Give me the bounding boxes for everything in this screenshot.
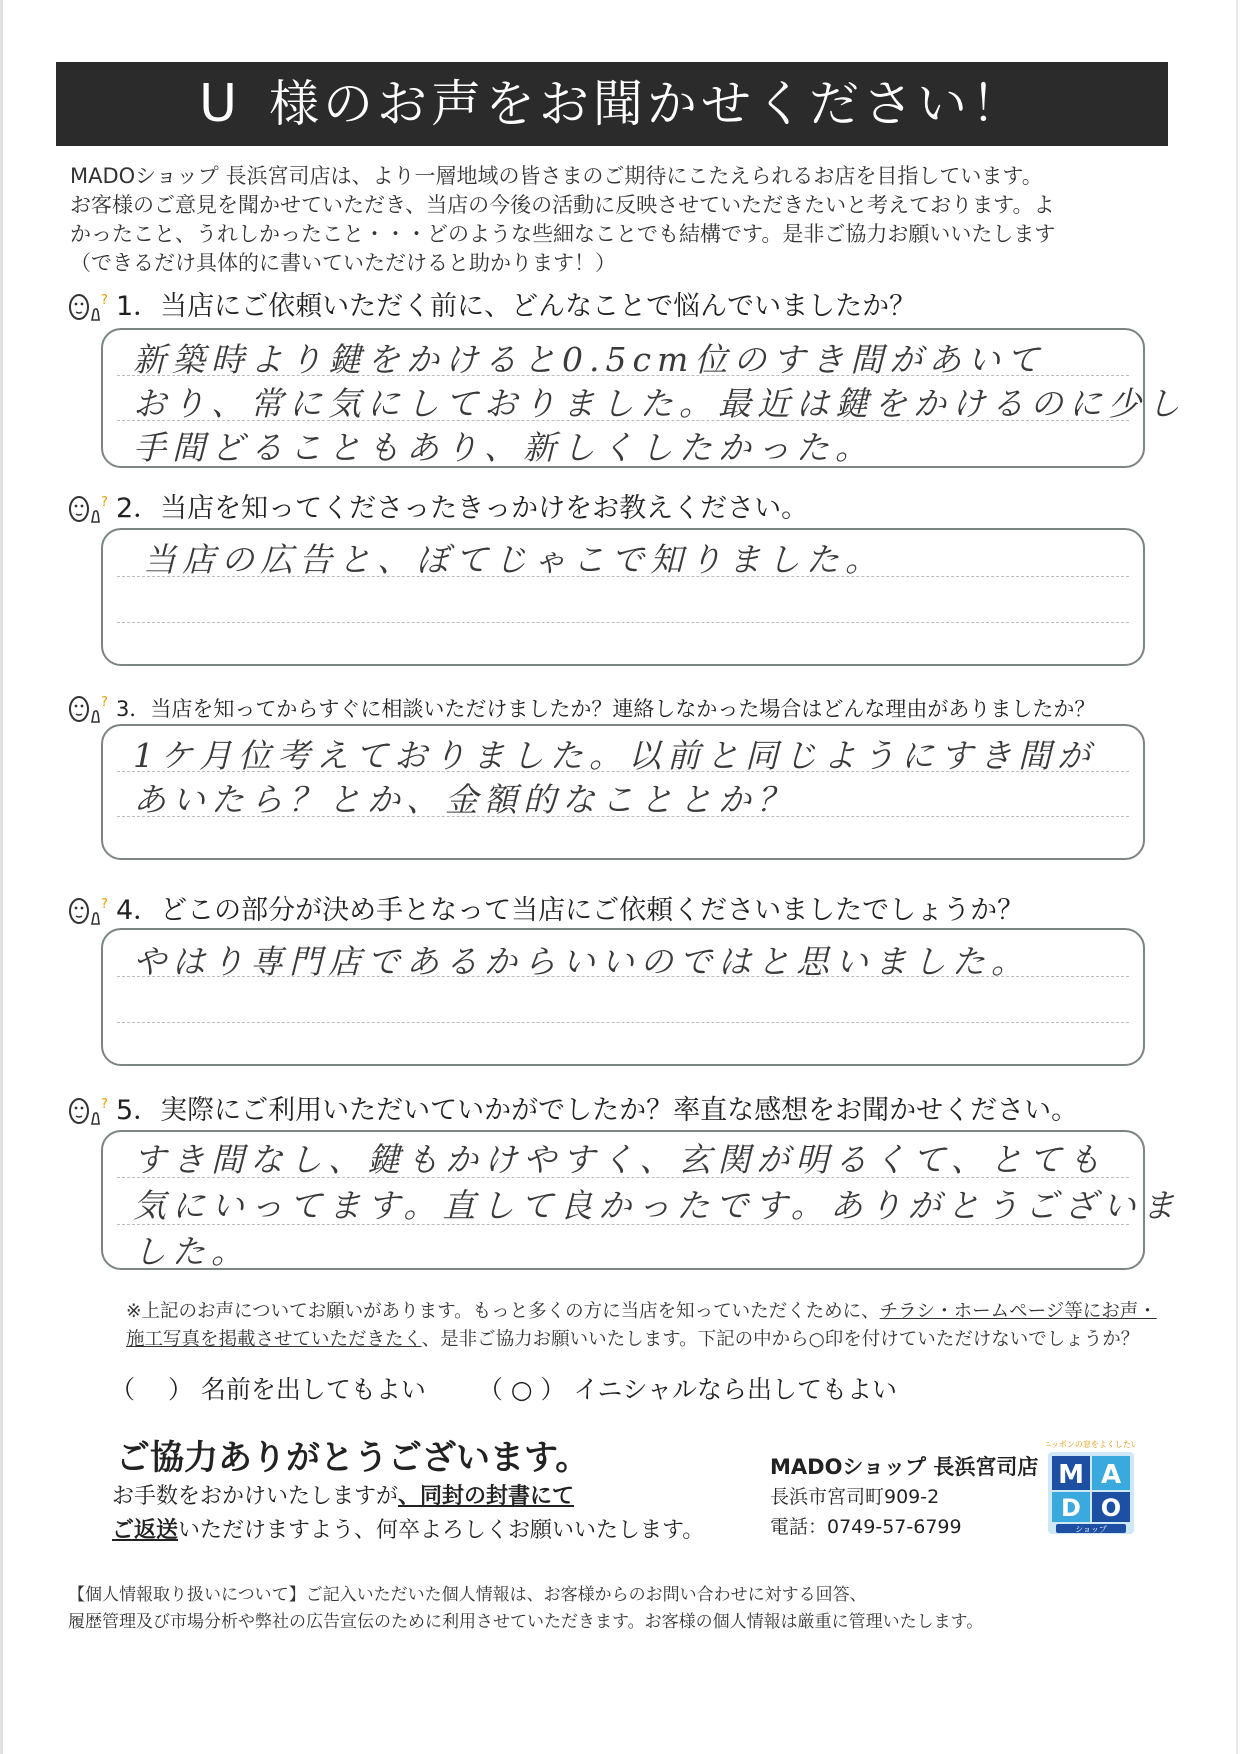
question-4-heading — [66, 894, 1186, 928]
answer-line: 手間どることもあり、新しくしたかった。 — [133, 428, 874, 467]
question-label: 5．実際にご利用いただいていかがでしたか？率直な感想をお聞かせください。 — [116, 1095, 1079, 1126]
intro-line: MADOショップ 長浜宮司店は、より一層地域の皆さまのご期待にこたえられるお店を目指しています。 — [70, 164, 1043, 188]
shop-phone: 電話：0749-57-6799 — [770, 1516, 962, 1538]
question-label: 4．どこの部分が決め手となって当店にご依頼くださいましたでしょうか？ — [116, 895, 1025, 926]
svg-text:?: ? — [101, 897, 108, 912]
thinking-face-icon — [66, 692, 116, 726]
scan-edge-right — [1236, 0, 1238, 1754]
scan-edge-left — [0, 0, 3, 1754]
thinking-face-icon — [66, 492, 116, 526]
request-text-underlined: チラシ・ホームページ等にお声・ — [879, 1301, 1157, 1322]
header-title-text: 様のお声をお聞かせください！ — [269, 75, 1026, 133]
question-5-heading — [66, 1094, 1186, 1128]
answer-box-1 — [101, 328, 1186, 468]
consent-name-checkbox[interactable]: （ ） — [110, 1375, 193, 1404]
question-label: 2．当店を知ってくださったきっかけをお教えください。 — [116, 493, 809, 524]
intro-text — [70, 162, 1180, 278]
logo-letter-m: M — [1058, 1460, 1084, 1490]
answer-box-5 — [101, 1130, 1181, 1271]
question-label: 3．当店を知ってからすぐに相談いただけましたか？連絡しなかった場合はどんな理由がありましたか？ — [116, 697, 1096, 721]
question-3-heading — [66, 692, 1186, 726]
privacy-line: 【個人情報取り扱いについて】ご記入いただいた個人情報は、お客様からのお問い合わせに対する回答、 — [68, 1585, 867, 1605]
logo-letter-d: D — [1061, 1494, 1081, 1522]
answer-line: おり、常に気にしておりました。最近は鍵をかけるのに少し — [133, 384, 1186, 423]
answer-line: すき間なし、鍵もかけやすく、玄関が明るくて、とても — [133, 1140, 1107, 1179]
intro-line: お客様のご意見を聞かせていただき、当店の今後の活動に反映させていただきたいと考えております。よ — [70, 193, 1055, 217]
logo-sub: ショップ — [1075, 1525, 1107, 1534]
answer-line: やはり専門店であるからいいのではと思いました。 — [133, 942, 1030, 981]
svg-text:?: ? — [101, 495, 108, 510]
customer-initial: U — [198, 74, 242, 134]
shop-name: MADOショップ 長浜宮司店 — [770, 1455, 1039, 1479]
intro-line: （できるだけ具体的に書いていただけると助かります！） — [70, 251, 616, 275]
question-label: 1．当店にご依頼いただく前に、どんなことで悩んでいましたか？ — [116, 291, 917, 322]
answer-line: 1ケ月位考えておりました。以前と同じようにすき間が — [133, 736, 1096, 775]
question-1-heading — [66, 290, 1186, 324]
return-note-text: お手数をおかけいたしますが — [112, 1484, 399, 1509]
svg-text:?: ? — [101, 293, 108, 308]
answer-line: あいたら？とか、金額的なこととか？ — [133, 780, 796, 819]
question-2-heading — [66, 492, 1186, 526]
logo-letter-a: A — [1100, 1460, 1122, 1490]
thanks-heading: ご協力ありがとうございます。 — [116, 1438, 590, 1478]
answer-box-4 — [101, 928, 1145, 1066]
header-title — [56, 62, 1168, 146]
mado-shop-logo — [1046, 1438, 1136, 1542]
consent-name-label: 名前を出してもよい — [200, 1375, 426, 1404]
return-note-text: いただけますよう、何卒よろしくお願いいたします。 — [178, 1518, 705, 1543]
shop-address: 長浜市宮司町909-2 — [770, 1486, 940, 1508]
return-note — [112, 1480, 704, 1548]
thinking-face-icon — [66, 290, 116, 324]
privacy-notice — [68, 1582, 1188, 1636]
answer-box-3 — [101, 724, 1145, 860]
answer-line: 気にいってます。直して良かったです。ありがとうございま — [133, 1186, 1181, 1225]
request-text: ※上記のお声についてお願いがあります。もっと多くの方に当店を知っていただくために、 — [126, 1301, 880, 1322]
answer-line: した。 — [133, 1232, 250, 1271]
privacy-line: 履歴管理及び市場分析や弊社の広告宣伝のために利用させていただきます。お客様の個人情報は厳重に管理いたします。 — [68, 1612, 984, 1632]
svg-text:?: ? — [101, 695, 108, 710]
thinking-face-icon — [66, 1094, 116, 1128]
answer-line: 新築時より鍵をかけると0.5cm位のすき間があいて — [133, 340, 1046, 379]
return-note-underlined: ご返送 — [112, 1518, 179, 1543]
shop-info — [770, 1452, 1038, 1542]
request-text: 、是非ご協力お願いいたします。下記の中から○印を付けていただけないでしょうか？ — [421, 1329, 1140, 1350]
publication-request — [126, 1298, 1186, 1354]
answer-line: 当店の広告と、ぼてじゃこで知りました。 — [143, 540, 884, 579]
logo-letter-o: O — [1100, 1494, 1122, 1522]
consent-initial-label: イニシャルなら出してもよい — [573, 1375, 898, 1404]
consent-initial-checkbox[interactable]: （ ○ ） — [477, 1375, 566, 1404]
consent-options — [110, 1372, 1010, 1408]
intro-line: かったこと、うれしかったこと・・・どのような些細なことでも結構です。是非ご協力お願いいたします — [70, 222, 1056, 246]
svg-text:?: ? — [101, 1097, 108, 1112]
request-text-underlined: 施工写真を掲載させていただきたく — [126, 1329, 422, 1350]
logo-tagline: ニッポンの窓をよくしたい — [1046, 1440, 1136, 1449]
answer-box-2 — [101, 528, 1145, 666]
return-note-underlined: 、同封の封書にて — [398, 1484, 575, 1509]
thinking-face-icon — [66, 894, 116, 928]
